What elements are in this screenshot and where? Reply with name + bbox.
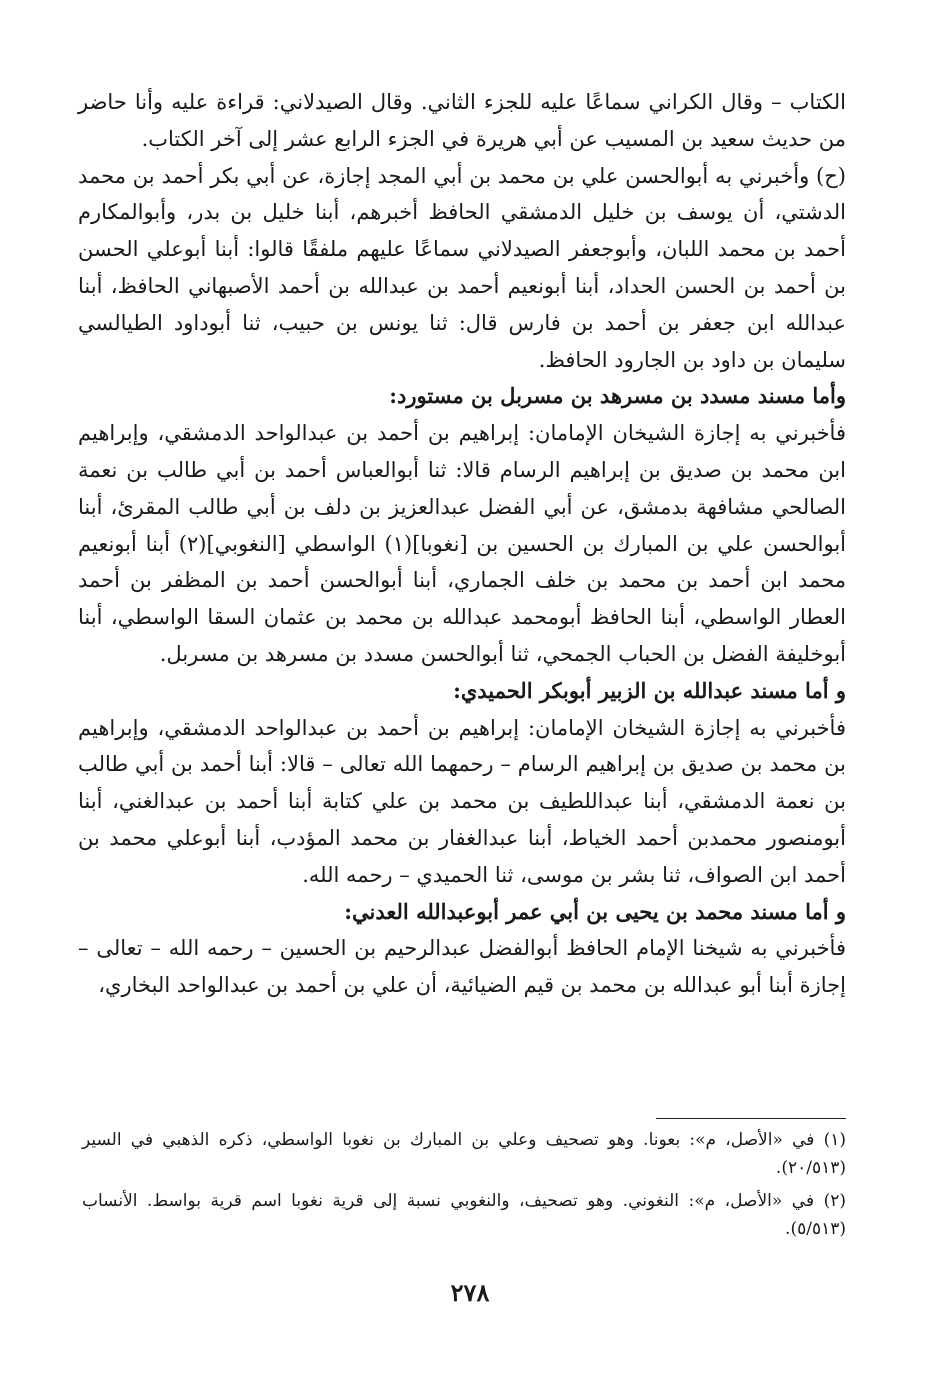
section-heading-musaddad: وأما مسند مسدد بن مسرهد بن مسربل بن مستورد: bbox=[389, 383, 846, 409]
paragraph-musaddad-chain: فأخبرني به إجازة الشيخان الإمامان: إبراهيم بن أحمد بن عبدالواحد الدمشقي، وإبراهيم ابن محمد بن صديق بن إبراهيم الرسام قالا: ثنا أبوالعباس أحمد بن أبي طالب بن نعمة الصالحي مشافهة بدمشق، عن أبي الفضل عبدالعزيز بن دلف بن أبي طالب المقرئ، أبنا أبوالحسن علي بن المبارك بن الحسين بن [نغوبا](١) الواسطي [النغوبي](٢) أبنا أبونعيم محمد ابن أحمد بن محمد بن خلف الجماري، أبنا أبوالحسن أحمد بن المظفر بن أحمد العطار الواسطي، أبنا الحافظ أبومحمد عبدالله بن محمد بن عثمان السقا الواسطي، أبنا أبوخليفة الفضل بن الحباب الجمحي، ثنا أبوالحسن مسدد بن مسرهد بن مسربل. bbox=[78, 421, 847, 666]
section-heading-humaydi: و أما مسند عبدالله بن الزبير أبوبكر الحميدي: bbox=[453, 677, 846, 703]
page-body bbox=[78, 84, 846, 1004]
page-number: ٢٧٨ bbox=[450, 1278, 490, 1307]
paragraph-1: الكتاب – وقال الكراني سماعًا عليه للجزء الثاني. وقال الصيدلاني: قراءة عليه وأنا حاضر من حديث سعيد بن المسيب عن أبي هريرة في الجزء الرابع عشر إلى آخر الكتاب. bbox=[78, 90, 846, 151]
paragraph-2: (ح) وأخبرني به أبوالحسن علي بن محمد بن أبي المجد إجازة، عن أبي بكر أحمد بن محمد الدشتي، أن يوسف بن خليل الدمشقي الحافظ أخبرهم، أبنا خليل بن بدر، وأبوالمكارم أحمد بن محمد اللبان، وأبوجعفر الصيدلاني سماعًا عليهم ملفقًا قالوا: أبنا أبوعلي الحسن بن أحمد بن الحسن الحداد، أبنا أبونعيم أحمد بن عبدالله بن أحمد الأصبهاني الحافظ، أبنا عبدالله ابن جعفر بن أحمد بن فارس قال: ثنا يونس بن حبيب، ثنا أبوداود الطيالسي سليمان بن داود بن الجارود الحافظ. bbox=[78, 163, 846, 372]
footnote-2: (٢) في «الأصل، م»: النغوني. وهو تصحيف، والنغوبي نسبة إلى قرية نغوبا اسم قرية بواسط. الأنساب (٥/٥١٣). bbox=[82, 1191, 846, 1239]
footnote-1: (١) في «الأصل، م»: بعونا. وهو تصحيف وعلي بن المبارك بن نغوبا الواسطي، ذكره الذهبي في السير (٢٠/٥١٣). bbox=[82, 1130, 846, 1178]
paragraph-adani-chain: فأخبرني به شيخنا الإمام الحافظ أبوالفضل عبدالرحيم بن الحسين – رحمه الله – تعالى – إجازة أبنا أبو عبدالله بن محمد بن قيم الضيائية، أن علي بن أحمد بن عبدالواحد البخاري، bbox=[78, 936, 846, 998]
section-heading-adani: و أما مسند محمد بن يحيى بن أبي عمر أبوعبدالله العدني: bbox=[344, 898, 846, 924]
footnotes bbox=[82, 1127, 846, 1249]
paragraph-humaydi-chain: فأخبرني به إجازة الشيخان الإمامان: إبراهيم بن أحمد بن عبدالواحد الدمشقي، وإبراهيم بن محمد بن صديق بن إبراهيم الرسام – رحمهما الله تعالى – قالا: أبنا أحمد بن أبي طالب بن نعمة الدمشقي، أبنا عبداللطيف بن محمد بن علي كتابة أبنا أحمد بن عبدالغني، أبنا أبومنصور محمدبن أحمد الخياط، أبنا عبدالغفار بن محمد المؤدب، أبنا أبوعلي محمد بن أحمد ابن الصواف، ثنا بشر بن موسى، ثنا الحميدي – رحمه الله. bbox=[78, 715, 846, 887]
footnote-divider bbox=[656, 1118, 846, 1119]
